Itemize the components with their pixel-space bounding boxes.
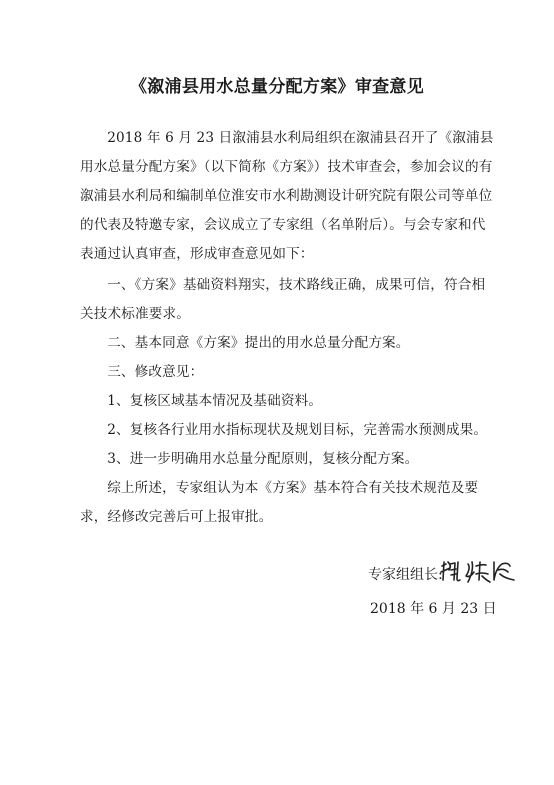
revision-item-3: 3、进一步明确用水总量分配原则，复核分配方案。 (107, 451, 419, 467)
signature-label: 专家组组长: (368, 567, 443, 583)
document-title: 《溆浦县用水总量分配方案》审查意见 (129, 77, 425, 97)
opinion-block (80, 271, 498, 532)
opinion-item-2: 二、基本同意《方案》提出的用水总量分配方案。 (107, 335, 410, 351)
signature-row (0, 556, 554, 586)
opinion-item-1: 一、《方案》基础资料翔实，技术路线正确，成果可信，符合相关技术标准要求。 (80, 277, 486, 322)
handwritten-signature (438, 556, 518, 586)
revision-item-1: 1、复核区域基本情况及基础资料。 (107, 393, 323, 409)
conclusion-paragraph: 综上所述，专家组认为本《方案》基本符合有关技术规范及要求，经修改完善后可上报审批。 (80, 480, 479, 525)
intro-paragraph: 2018 年 6 月 23 日溆浦县水利局组织在溆浦县召开了《溆浦县用水总量分配方案》（以下简称《方案》）技术审查会，参加会议的有溆浦县水利局和编制单位淮安市水利勘测设计研究院有限公司等单位的代表及特邀专家，会议成立了专家组（名单附后）。与会专家和代表通过认真审查，形成审查意见如下： (80, 130, 494, 262)
opinion-item-3: 三、修改意见： (107, 364, 204, 380)
document-date: 2018 年 6 月 23 日 (370, 601, 497, 617)
revision-item-2: 2、复核各行业用水指标现状及规划目标，完善需水预测成果。 (107, 422, 488, 438)
